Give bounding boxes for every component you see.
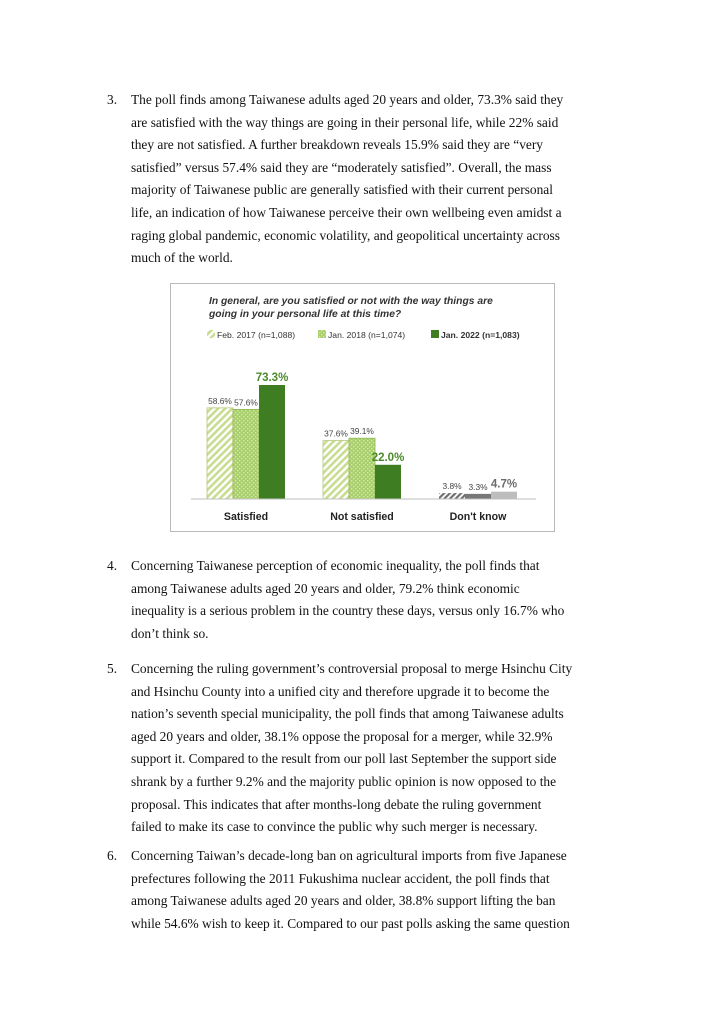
text-line: nation’s seventh special municipality, the poll finds that among Taiwanese adults xyxy=(131,706,564,722)
text-line: Concerning the ruling government’s controversial proposal to merge Hsinchu City xyxy=(131,661,573,676)
chart-category-labels xyxy=(224,511,507,523)
text-line: failed to make its case to convince the public why such merger is necessary. xyxy=(131,819,538,835)
bar xyxy=(491,492,517,499)
data-label: 3.3% xyxy=(468,481,488,492)
item-number: 5. xyxy=(107,661,118,676)
text-line: they are not satisfied. A further breakdown reveals 15.9% said they are “very xyxy=(131,137,543,153)
data-label: 22.0% xyxy=(371,451,405,464)
bar xyxy=(233,409,259,499)
text-line: among Taiwanese adults aged 20 years and older, 38.8% support lifting the ban xyxy=(131,893,556,909)
text-line: are satisfied with the way things are going in their personal life, while 22% said xyxy=(131,114,559,130)
legend-entry: Feb. 2017 (n=1,088) xyxy=(217,330,296,340)
chart-canvas xyxy=(171,284,554,531)
satisfaction-chart xyxy=(170,283,555,532)
text-line: while 54.6% wish to keep it. Compared to our past polls asking the same question xyxy=(131,915,570,931)
list-item xyxy=(107,658,619,839)
text-line: support it. Compared to the result from our poll last September the support side xyxy=(131,751,557,767)
data-label: 4.7% xyxy=(490,478,518,491)
data-label: 37.6% xyxy=(324,428,348,439)
data-label: 57.6% xyxy=(234,397,258,408)
list-item xyxy=(107,89,619,270)
text-line: don’t think so. xyxy=(131,625,209,641)
chart-title: In general, are you satisfied or not with the way things are xyxy=(209,296,493,307)
bar xyxy=(465,494,491,499)
bar xyxy=(259,385,285,499)
legend-swatch xyxy=(318,330,326,338)
item-text xyxy=(131,845,619,935)
data-label: 39.1% xyxy=(350,426,374,437)
bar xyxy=(323,441,349,499)
category-label: Satisfied xyxy=(223,511,269,523)
text-line: proposal. This indicates that after months-long debate the ruling government xyxy=(131,796,542,812)
text-line: Concerning Taiwanese perception of economic inequality, the poll finds that xyxy=(131,558,540,573)
data-label: 73.3% xyxy=(255,372,289,384)
item-text xyxy=(131,555,619,645)
text-line: satisfied” versus 57.4% said they are “moderately satisfied”. Overall, the mass xyxy=(131,159,552,175)
item-number: 3. xyxy=(107,92,118,107)
text-line: life, an indication of how Taiwanese perceive their own wellbeing even amidst a xyxy=(131,204,562,220)
chart-legend xyxy=(207,330,520,340)
legend-entry: Jan. 2018 (n=1,074) xyxy=(328,330,406,340)
bar xyxy=(207,408,233,499)
text-line: aged 20 years and older, 38.1% oppose the proposal for a merger, while 32.9% xyxy=(131,728,553,744)
chart-title: going in your personal life at this time? xyxy=(209,309,402,320)
text-line: The poll finds among Taiwanese adults aged 20 years and older, 73.3% said they xyxy=(131,92,564,107)
bar xyxy=(439,493,465,499)
item-text xyxy=(131,89,619,270)
text-line: among Taiwanese adults aged 20 years and older, 79.2% think economic xyxy=(131,580,520,596)
text-line: inequality is a serious problem in the country these days, versus only 16.7% who xyxy=(131,603,565,619)
data-label: 58.6% xyxy=(208,395,232,406)
bar xyxy=(349,438,375,499)
text-line: raging global pandemic, economic volatility, and geopolitical uncertainty across xyxy=(131,227,560,243)
category-label: Not satisfied xyxy=(330,511,394,523)
data-label: 3.8% xyxy=(442,481,462,492)
text-line: prefectures following the 2011 Fukushima nuclear accident, the poll finds that xyxy=(131,870,550,886)
item-number: 6. xyxy=(107,848,118,863)
list-item xyxy=(107,845,619,935)
bar xyxy=(375,465,401,499)
item-text xyxy=(131,658,619,839)
text-line: much of the world. xyxy=(131,250,233,266)
legend-swatch xyxy=(431,330,439,338)
text-line: and Hsinchu County into a unified city and therefore upgrade it to become the xyxy=(131,683,550,699)
text-line: majority of Taiwanese public are generally satisfied with their current personal xyxy=(131,182,553,198)
text-line: Concerning Taiwan’s decade-long ban on agricultural imports from five Japanese xyxy=(131,848,567,863)
category-label: Don't know xyxy=(449,511,507,523)
list-item xyxy=(107,555,619,645)
text-line: shrank by a further 9.2% and the majority public opinion is now opposed to the xyxy=(131,773,557,789)
legend-entry: Jan. 2022 (n=1,083) xyxy=(441,330,520,340)
item-number: 4. xyxy=(107,558,118,573)
legend-swatch xyxy=(207,330,215,338)
